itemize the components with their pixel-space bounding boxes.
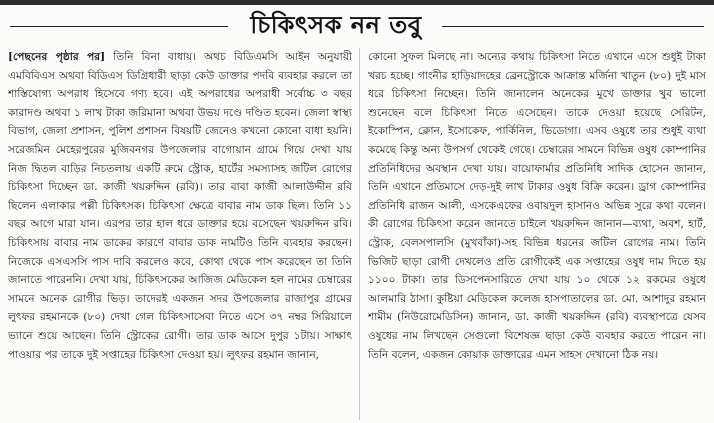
article-column-left — [8, 48, 352, 420]
left-column-text: তিনি বিনা বাধায়। অথচ বিডিএমসি আইন অনুযায়ী এমবিবিএস অথবা বিডিএস ডিগ্রিধারী ছাড়া কেউ ডাক্তার পদবি ব্যবহার করলে তা শাস্তিযোগ্য অপরাধ হিসেবে গণ্য হবে। এই অপরাধের অপরাধী সর্বোচ্চ ৩ বছর কারাদণ্ড অথবা ১ লাখ টাকা জরিমানা অথবা উভয় দণ্ডে দণ্ডিত হবেন। জেলা স্বাস্থ্য বিভাগ, জেলা প্রশাসন, পুলিশ প্রশাসন বিষয়টি জেনেও কখনো কোনো বাধা হয়নি। সরেজমিন মেহেরপুরের মুজিবনগর উপজেলার বাগোয়ান গ্রামে গিয়ে দেখা যায় নিজ দ্বিতল বাড়ির নিচতলায় একটি রুমে স্ট্রোক, হার্টের সমস্যাসহ জটিল রোগের চিকিৎসা দিচ্ছেন ডা. কাজী খয়রুদ্দিন (রবি)। তার বাবা কাজী আলাউদ্দীন রবি ছিলেন এলাকার পল্লী চিকিৎসক। চিকিৎসা ক্ষেত্রে বাবার নাম ডাক ছিল। তিনি ১১ বছর আগে মারা যান। এরপর তার হাল ধরে ডাক্তার হয়ে বসেছেন খয়রুদ্দিন রবি। চিকিৎসায় বাবার নাম ডাকের কারণে বাবার ডাক নামটিও তিনি ব্যবহার করছেন। নিজেকে এসএসসি পাস দাবি করলেও কবে, কোথা থেকে পাস করেছেন তা তিনি জানাতে পারেননি। দেখা যায়, চিকিৎসকের আজিজ মেডিকেল হল নামের চেম্বারের সামনে অনেক রোগীর ভিড়। তাদেরই একজন সদর উপজেলার রাজাপুর গ্রামের লুৎফর রহমানকে (৮০) দেখা গেল চিকিৎসাসেবা নিতে এসে ৩৭ নম্বর সিরিয়ালে ভ্যানে শুয়ে আছেন। তিনি স্ট্রোকের রোগী। তার ডাক আসে দুপুর ১টায়। সাক্ষাৎ পাওয়ার পর তাকে দুই সপ্তাহের চিকিৎসা দেওয়া হয়। লুৎফর রহমান জানান, — [8, 51, 352, 361]
left-column-paragraph — [8, 48, 352, 364]
continuation-lead-in: [পেছনের পৃষ্ঠার পর] — [8, 51, 106, 63]
headline-row — [0, 9, 714, 41]
top-border-bar — [0, 0, 714, 5]
headline-rule-right — [442, 26, 704, 27]
column-divider — [359, 48, 360, 420]
headline-rule-left — [10, 26, 228, 27]
article-column-right — [368, 48, 706, 420]
article-headline: চিকিৎসক নন তবু — [250, 11, 422, 39]
right-column-text: কোনো সুফল মিলছে না। অন্যের কথায় চিকিৎসা নিতে এখানে এসে শুধুই টাকা খরচ হচ্ছে। গাংনীর হাড়িয়াদহের ব্রেনস্ট্রোকে আক্রান্ত মর্জিনা খাতুন (৮০) দুই মাস ধরে চিকিৎসা নিচ্ছেন। তিনি জানালেন অনেকের মুখে ডাক্তার খুব ভালো শুনেছেন বলে চিকিৎসা নিতে এসেছেন। তাকে দেওয়া হয়েছে সেরিটন, ইকোস্পিন, ক্লোন, ইসোকেফ, পার্কিনিল, ভিডোগা। এসব ওষুধে তার শুধুই ব্যথা কমেছে কিন্তু অন্য উপসর্গ থেকেই গেছে। চেম্বারের সামনে বিভিন্ন ওষুধ কোম্পানির প্রতিনিধিদের অবস্থান দেখা যায়। বায়োফার্মার প্রতিনিধি সাদিক হোসেন জানান, তিনি এখানে প্রতিমাসে দেড়-দুই লাখ টাকার ওষুধ বিক্রি করেন। ড্রাগ কোম্পানির প্রতিনিধি রাজন আলী, এসকেএফের ওবায়দুল হাসানও অভিন্ন সুরে কথা বলেন। কী রোগের চিকিৎসা করেন জানতে চাইলে খয়রুদ্দিন জানান—ব্যথা, অবশ, হার্ট, স্ট্রোক, বেলসপালসি (মুখবাঁকা)-সহ বিভিন্ন ধরনের জটিল রোগের নাম। তিনি ভিজিট ছাড়া রোগী দেখলেও প্রতি রোগীকেই এক সপ্তাহের ওষুধ দাম দিতে হয় ১১০০ টাকা। তার ডিসপেনসারিতে দেখা যায় ১০ থেকে ১২ রকমের ওষুধে আলমারি ঠাসা। কুষ্টিয়া মেডিকেল কলেজ হাসপাতালের ডা. মো. আশাদুর রহমান শামীম (নিউরোমেডিসিন) জানান, ডা. কাজী খয়রুদ্দিন (রবি) ব্যবস্থাপত্রে যেসব ওষুধের নাম লিখছেন সেগুলো বিশেষজ্ঞ ছাড়া কেউ ব্যবহার করতে পারেন না। তিনি বলেন, একজন কোয়াক ডাক্তারের এমন সাহস দেখানো ঠিক নয়। — [368, 51, 706, 361]
